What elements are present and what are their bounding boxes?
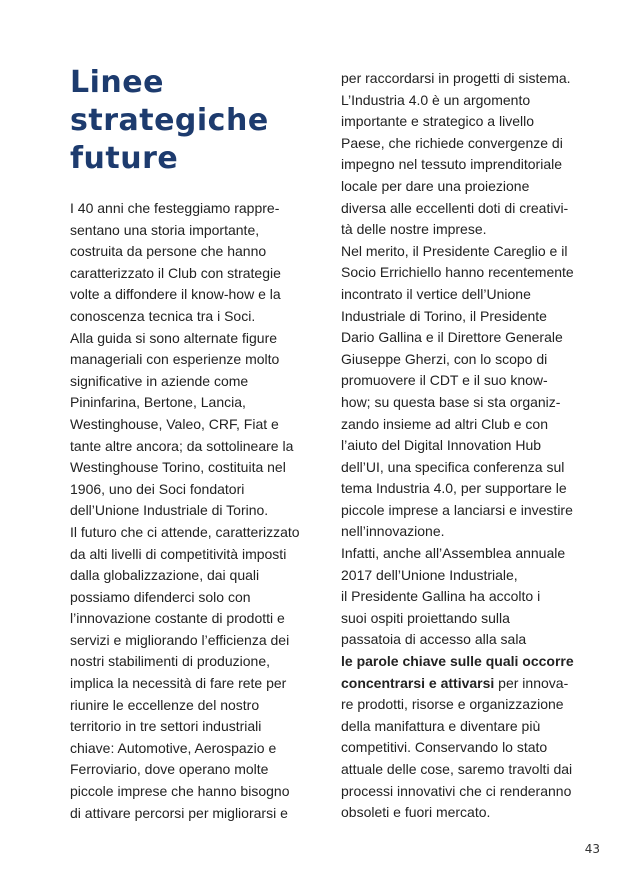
right-text-block <box>341 694 581 824</box>
text-line: Paese, che richiede convergenze di <box>341 134 563 151</box>
text-line: implica la necessità di fare rete per <box>70 675 287 692</box>
text-line: volte a diffondere il know-how e la <box>70 286 281 303</box>
text-line: Pininfarina, Bertone, Lancia, <box>70 394 246 411</box>
text-line: Westinghouse, Valeo, CRF, Fiat e <box>70 415 279 432</box>
text-line: della manifattura e diventare più <box>341 717 541 734</box>
text-line: Westinghouse Torino, costituita nel <box>70 459 286 476</box>
text-line: importante e strategico a livello <box>341 113 534 130</box>
text-line: suoi ospiti proiettando sulla <box>341 609 510 626</box>
text-line: passatoia di accesso alla sala <box>341 631 527 648</box>
text-line: Industriale di Torino, il Presidente <box>341 307 547 324</box>
text-line: da alti livelli di competitività imposti <box>70 545 287 562</box>
text-line: diversa alle eccellenti doti di creativi- <box>341 199 569 216</box>
text-line: dell’Unione Industriale di Torino. <box>70 502 269 519</box>
text-line: possiamo difenderci solo con <box>70 588 251 605</box>
text-line: Dario Gallina e il Direttore Generale <box>341 329 563 346</box>
text-line: Ferroviario, dove operano molte <box>70 761 269 778</box>
text-line: dell’UI, una specifica conferenza sul <box>341 458 565 475</box>
text-line: 2017 dell’Unione Industriale, <box>341 566 518 583</box>
title-line: Linee <box>70 65 164 100</box>
text-line: nostri stabilimenti di produzione, <box>70 653 270 670</box>
text-line: caratterizzato il Club con strategie <box>70 264 281 281</box>
text-line: processi innovativi che ci renderanno <box>341 782 572 799</box>
text-line: l’innovazione costante di prodotti e <box>70 610 285 627</box>
right-text-column <box>341 68 581 824</box>
text-line: Il futuro che ci attende, caratterizzato <box>70 523 300 540</box>
text-line: attuale delle cose, saremo travolti dai <box>341 761 573 777</box>
text-line: I 40 anni che festeggiamo rappre- <box>70 200 280 216</box>
text-line: L’Industria 4.0 è un argomento <box>341 91 531 108</box>
text-line: l’aiuto del Digital Innovation Hub <box>341 437 542 454</box>
text-line: incontrato il vertice dell’Unione <box>341 285 531 302</box>
text-phrase: per innova- <box>494 674 569 691</box>
text-line: Alla guida si sono alternate figure <box>70 329 278 346</box>
bold-phrase: concentrarsi e attivarsi <box>341 674 495 691</box>
text-line: Infatti, anche all’Assemblea annuale <box>341 545 566 562</box>
text-line: costruita da persone che hanno <box>70 243 267 260</box>
text-line: tà delle nostre imprese. <box>341 221 487 238</box>
text-line: Nel merito, il Presidente Careglio e il <box>341 242 568 259</box>
text-line: impegno nel tessuto imprenditoriale <box>341 156 563 173</box>
text-line: servizi e migliorando l’efficienza dei <box>70 631 290 648</box>
text-line: piccole imprese a lanciarsi e investire <box>341 501 573 518</box>
text-line: tante altre ancora; da sottolineare la <box>70 437 294 454</box>
title-line: strategiche <box>70 103 269 138</box>
left-text-column <box>70 198 310 824</box>
text-line-bold: le parole chiave sulle quali occorre <box>341 653 574 670</box>
text-line: re prodotti, risorse e organizzazione <box>341 696 564 713</box>
right-text-block <box>341 68 581 651</box>
text-line: sentano una storia importante, <box>70 221 260 238</box>
text-line: competitivi. Conservando lo stato <box>341 739 548 756</box>
text-line: how; su questa base si sta organiz- <box>341 393 561 410</box>
text-line: promuovere il CDT e il suo know- <box>341 372 548 389</box>
text-line: riunire le eccellenze del nostro <box>70 696 260 713</box>
text-line-mixed <box>341 673 581 695</box>
text-line: conoscenza tecnica tra i Soci. <box>70 307 256 324</box>
title-line: future <box>70 141 179 176</box>
text-line: il Presidente Gallina ha accolto i <box>341 588 541 605</box>
text-line: dalla globalizzazione, dai quali <box>70 567 260 584</box>
text-line: tema Industria 4.0, per supportare le <box>341 480 567 497</box>
text-line: chiave: Automotive, Aerospazio e <box>70 739 277 756</box>
page-number: 43 <box>584 842 600 856</box>
text-line: obsoleti e fuori mercato. <box>341 804 491 821</box>
text-line: locale per dare una proiezione <box>341 177 530 194</box>
text-line: manageriali con esperienze molto <box>70 351 280 368</box>
text-line: per raccordarsi in progetti di sistema. <box>341 70 571 86</box>
text-line: Giuseppe Gherzi, con lo scopo di <box>341 350 548 367</box>
text-line: 1906, uno dei Soci fondatori <box>70 480 245 497</box>
text-line: piccole imprese che hanno bisogno <box>70 783 290 800</box>
text-line: zando insieme ad altri Club e con <box>341 415 549 432</box>
text-line: significative in aziende come <box>70 372 249 389</box>
page-title <box>70 64 320 178</box>
text-line: territorio in tre settori industriali <box>70 718 262 735</box>
text-line: Socio Errichiello hanno recentemente <box>341 264 574 281</box>
text-line: di attivare percorsi per migliorarsi e <box>70 804 288 821</box>
text-line: nell’innovazione. <box>341 523 445 540</box>
